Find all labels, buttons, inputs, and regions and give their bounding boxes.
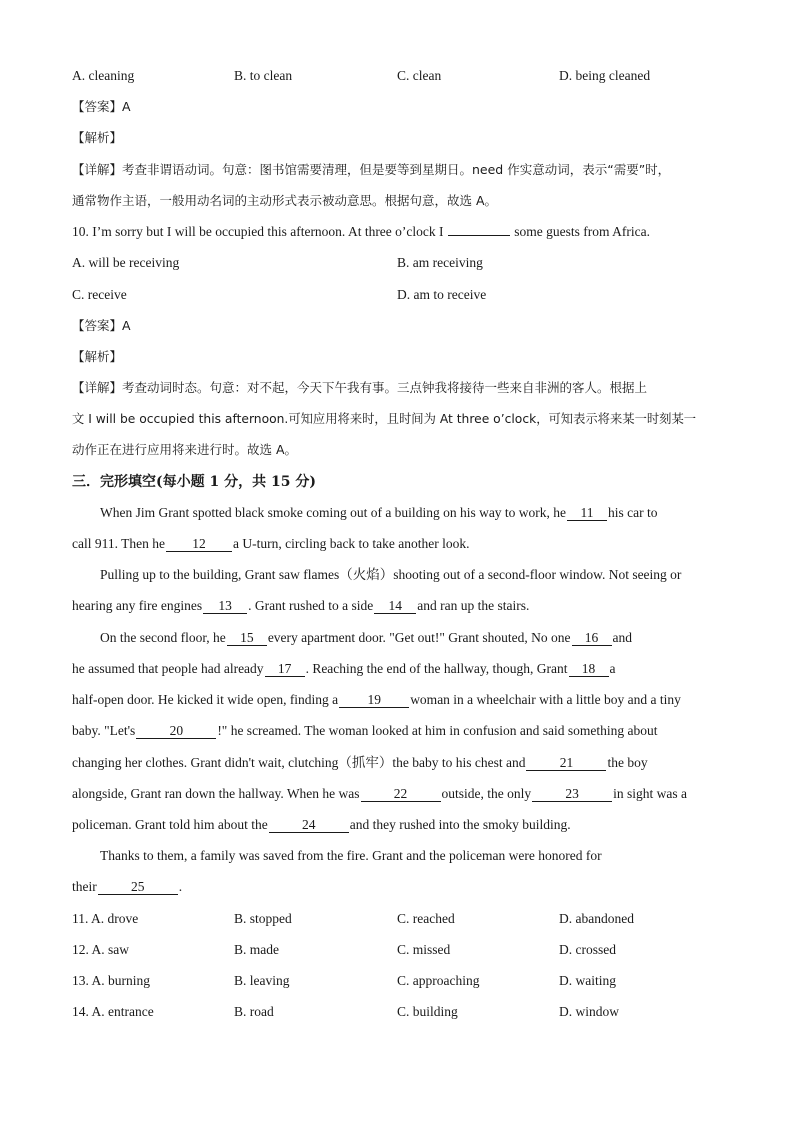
blank-23: 23 bbox=[532, 786, 612, 802]
q9-option-a: A. cleaning bbox=[72, 68, 135, 83]
blank-25: 25 bbox=[98, 879, 178, 895]
q10-option-c: C. receive bbox=[72, 287, 127, 302]
blank-20: 20 bbox=[136, 723, 216, 739]
q9-analysis: 【解析】 bbox=[72, 130, 123, 145]
q10-detail-line-2: 文 I will be occupied this afternoon.可知应用将来时，且时间为 At three o’clock，可知表示将来某一时刻某一 bbox=[72, 412, 697, 426]
q10-analysis: 【解析】 bbox=[72, 349, 123, 364]
section-title: 三．完形填空(每小题 1 分，共 15 分) bbox=[72, 474, 316, 490]
choice-14-c: C. building bbox=[397, 1004, 458, 1019]
blank-22: 22 bbox=[361, 786, 441, 802]
blank-18: 18 bbox=[569, 661, 609, 677]
q9-option-b: B. to clean bbox=[234, 68, 293, 83]
q10-option-a: A. will be receiving bbox=[72, 255, 180, 270]
passage-text: alongside, Grant ran down the hallway. When he was bbox=[72, 786, 360, 801]
blank-13: 13 bbox=[203, 598, 247, 614]
choice-14-a: 14. A. entrance bbox=[72, 1004, 154, 1019]
q9-option-d: D. being cleaned bbox=[559, 68, 651, 83]
passage-text: woman in a wheelchair with a little boy and a tiny bbox=[410, 692, 681, 707]
passage-text: hearing any fire engines bbox=[72, 598, 203, 613]
passage-text: policeman. Grant told him about the bbox=[72, 817, 268, 832]
blank-12: 12 bbox=[166, 536, 232, 552]
passage-line-10 bbox=[72, 785, 687, 803]
q10-detail-line-1: 【详解】考查动词时态。句意：对不起，今天下午我有事。三点钟我将接待一些来自非洲的客人。根据上 bbox=[72, 380, 648, 395]
passage-text: . bbox=[178, 879, 183, 894]
passage-text: a U-turn, circling back to take another look. bbox=[232, 536, 470, 551]
choice-13-c: C. approaching bbox=[397, 973, 480, 988]
q10-option-b: B. am receiving bbox=[397, 255, 483, 270]
q10-question bbox=[72, 223, 650, 241]
q10-stem-post: some guests from Africa. bbox=[514, 224, 650, 239]
passage-line-3: Pulling up to the building, Grant saw flames（火焰）shooting out of a second-floor window. Not seeing or bbox=[100, 567, 682, 582]
choice-14-b: B. road bbox=[234, 1004, 274, 1019]
passage-line-13 bbox=[72, 878, 182, 896]
passage-text: . Reaching the end of the hallway, though, Grant bbox=[305, 661, 568, 676]
passage-text: When Jim Grant spotted black smoke coming out of a building on his way to work, he bbox=[100, 505, 567, 520]
passage-text: their bbox=[72, 879, 97, 894]
blank-16: 16 bbox=[572, 630, 612, 646]
choice-12-c: C. missed bbox=[397, 942, 451, 957]
passage-text: his car to bbox=[608, 505, 658, 520]
passage-line-2 bbox=[72, 535, 470, 553]
blank-19: 19 bbox=[339, 692, 409, 708]
passage-text: and they rushed into the smoky building. bbox=[349, 817, 571, 832]
passage-text: a bbox=[609, 661, 616, 676]
passage-text: !" he screamed. The woman looked at him in confusion and said something about bbox=[217, 723, 658, 738]
passage-line-7 bbox=[72, 691, 681, 709]
choice-12-b: B. made bbox=[234, 942, 279, 957]
passage-line-12: Thanks to them, a family was saved from the fire. Grant and the policeman were honored for bbox=[100, 848, 602, 863]
passage-text: outside, the only bbox=[441, 786, 532, 801]
choice-12-a: 12. A. saw bbox=[72, 942, 129, 957]
q9-option-c: C. clean bbox=[397, 68, 442, 83]
passage-text: half-open door. He kicked it wide open, finding a bbox=[72, 692, 339, 707]
choice-11-d: D. abandoned bbox=[559, 911, 634, 926]
passage-text: and bbox=[612, 630, 633, 645]
passage-text: changing her clothes. Grant didn't wait, clutching（抓牢）the baby to his chest and bbox=[72, 755, 526, 770]
choice-13-b: B. leaving bbox=[234, 973, 290, 988]
choice-11-c: C. reached bbox=[397, 911, 455, 926]
passage-text: every apartment door. "Get out!" Grant shouted, No one bbox=[267, 630, 571, 645]
blank-14: 14 bbox=[374, 598, 416, 614]
passage-text: and ran up the stairs. bbox=[417, 598, 530, 613]
passage-text: he assumed that people had already bbox=[72, 661, 264, 676]
passage-line-9 bbox=[72, 754, 648, 772]
q9-detail-line-1: 【详解】考查非谓语动词。句意：图书馆需要清理，但是要等到星期日。need 作实意动词，表示“需要”时， bbox=[72, 162, 671, 177]
choice-11-a: 11. A. drove bbox=[72, 911, 139, 926]
blank-21: 21 bbox=[526, 755, 606, 771]
passage-line-1 bbox=[100, 504, 658, 522]
q10-detail-line-3: 动作正在进行应用将来进行时。故选 A。 bbox=[72, 442, 298, 457]
passage-text: the boy bbox=[607, 755, 648, 770]
blank-24: 24 bbox=[269, 817, 349, 833]
choice-13-d: D. waiting bbox=[559, 973, 616, 988]
passage-text: call 911. Then he bbox=[72, 536, 165, 551]
passage-text: On the second floor, he bbox=[100, 630, 226, 645]
q10-stem-pre: 10. I’m sorry but I will be occupied this afternoon. At three o’clock I bbox=[72, 224, 444, 239]
choice-13-a: 13. A. burning bbox=[72, 973, 151, 988]
choice-14-d: D. window bbox=[559, 1004, 619, 1019]
passage-line-5 bbox=[100, 629, 632, 647]
choice-12-d: D. crossed bbox=[559, 942, 616, 957]
blank-17: 17 bbox=[265, 661, 305, 677]
q9-answer: 【答案】A bbox=[72, 99, 131, 114]
choice-11-b: B. stopped bbox=[234, 911, 292, 926]
q9-detail-line-2: 通常物作主语，一般用动名词的主动形式表示被动意思。根据句意，故选 A。 bbox=[72, 193, 498, 208]
q10-option-d: D. am to receive bbox=[397, 287, 487, 302]
passage-text: baby. "Let's bbox=[72, 723, 136, 738]
passage-text: . Grant rushed to a side bbox=[248, 598, 374, 613]
blank-11: 11 bbox=[567, 505, 607, 521]
passage-text: in sight was a bbox=[613, 786, 688, 801]
passage-line-6 bbox=[72, 660, 616, 678]
passage-line-11 bbox=[72, 816, 571, 834]
q10-answer: 【答案】A bbox=[72, 318, 131, 333]
q10-blank bbox=[448, 235, 510, 236]
passage-line-4 bbox=[72, 597, 529, 615]
passage-line-8 bbox=[72, 722, 657, 740]
blank-15: 15 bbox=[227, 630, 267, 646]
